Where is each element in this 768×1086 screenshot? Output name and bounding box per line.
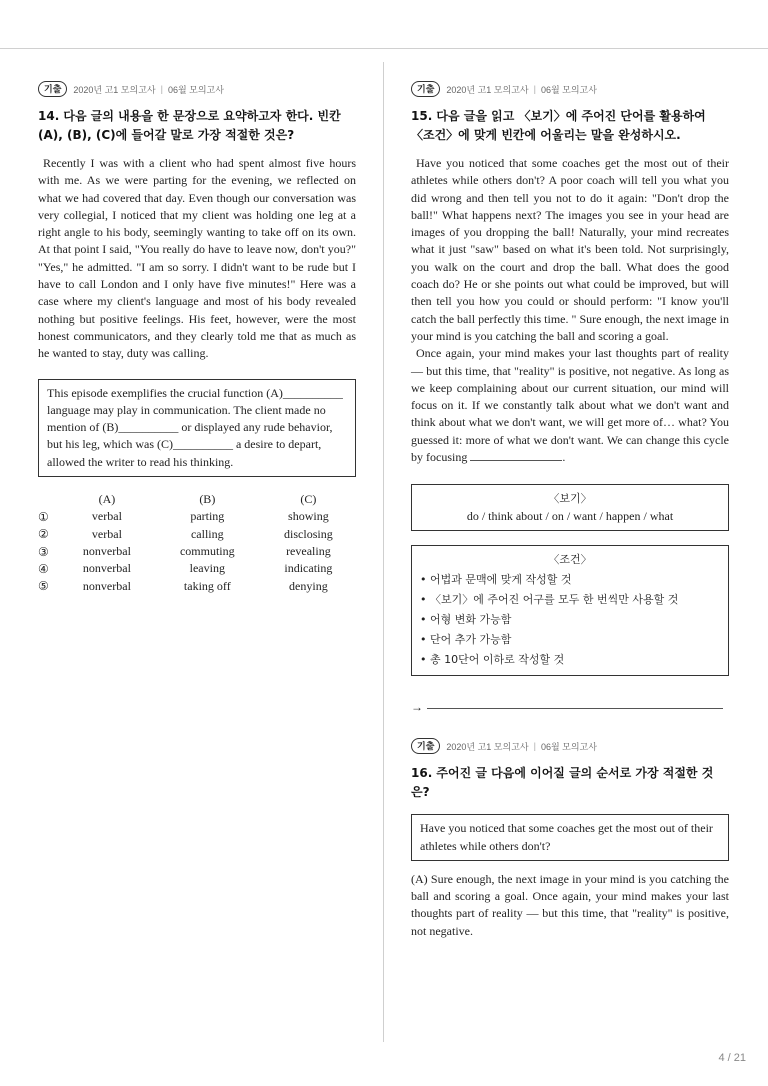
header-b: (B): [199, 492, 216, 507]
option-a: verbal: [91, 526, 122, 541]
summary-box: This episode exemplifies the crucial function (A)__________ language may play in communication. The client made no mention of (B)__________ or displayed any rude behavior, but his leg, which was (C)__________ a desire to depart, allowed the writer to read his thinking.: [38, 379, 356, 477]
source-separator: |: [533, 741, 536, 752]
jogeon-item: • 총 10단어 이하로 작성할 것: [420, 650, 720, 670]
option-a: nonverbal: [82, 544, 131, 559]
source-month: 06월 모의고사: [540, 741, 597, 752]
column-divider: [383, 62, 384, 1042]
option-c: showing: [288, 509, 329, 524]
passage-paragraph-2: [411, 345, 729, 466]
option-c: revealing: [286, 544, 331, 559]
option-b: calling: [190, 526, 224, 541]
header-c: (C): [300, 492, 317, 507]
given-text-box: Have you noticed that some coaches get the most out of their athletes while others don't?: [411, 814, 729, 861]
question-16-title: 16. 주어진 글 다음에 이어질 글의 순서로 가장 적절한 것은?: [411, 766, 714, 800]
option-a: nonverbal: [82, 561, 131, 576]
jogeon-box: [411, 545, 729, 676]
source-line: [411, 80, 729, 98]
question-14-title: 14. 다음 글의 내용을 한 문장으로 요약하고자 한다. 빈칸 (A), (B), (C)에 들어갈 말로 가장 적절한 것은?: [38, 109, 341, 142]
option-row[interactable]: [38, 508, 356, 525]
jogeon-list: [420, 570, 720, 670]
source-badge: 기출: [411, 81, 440, 97]
option-row[interactable]: [38, 543, 356, 560]
source-year: 2020년 고1 모의고사: [73, 84, 156, 95]
question-15-passage: [411, 155, 729, 466]
source-month: 06월 모의고사: [167, 84, 224, 95]
question-14-passage: [38, 155, 356, 363]
option-b: leaving: [189, 561, 225, 576]
source-line: [38, 80, 356, 98]
passage-paragraph-2-text: Once again, your mind makes your last thoughts part of reality — but this time, that "reality" is positive, not negative. As long as we keep complaining about our current situation, our mind will focus on it. If we constantly talk about what we don't want and think about what we don't want, we will get more of… what? You guessed it: more of what we don't want. We can change this cycle by focusing: [411, 346, 729, 465]
jogeon-item: • 어법과 문맥에 맞게 작성할 것: [420, 570, 720, 590]
option-number: ②: [38, 527, 49, 542]
source-badge: 기출: [411, 738, 440, 754]
question-15-title: 15. 다음 글을 읽고 〈보기〉에 주어진 단어를 활용하여 〈조건〉에 맞게 빈칸에 어울리는 말을 완성하시오.: [411, 109, 706, 142]
option-c: indicating: [284, 561, 333, 576]
jogeon-item: • 어형 변화 가능함: [420, 610, 720, 630]
source-month: 06월 모의고사: [540, 84, 597, 95]
header-rule: [0, 48, 768, 49]
option-c: disclosing: [284, 526, 333, 541]
bogi-words: do / think about / on / want / happen / what: [466, 508, 674, 523]
bogi-title: 〈보기〉: [548, 492, 592, 506]
option-c: denying: [289, 578, 328, 593]
passage-a: (A) Sure enough, the next image in your mind is you catching the ball and scoring a goal. Once again, your mind makes your last thoughts part of reality — but this time, that "reality" is positive, not negative.: [411, 871, 729, 938]
arrow-icon: →: [411, 700, 423, 715]
option-number: ④: [38, 561, 49, 576]
left-column: [38, 80, 356, 595]
passage-paragraph-1: Have you noticed that some coaches get the most out of their athletes while others don't? A poor coach will tell you what you did wrong and then tell you not to do it again: "Don't drop the ball!" What happens next? The images you see in your head are images of you dropping the ball! Naturally, your mind recreates what it just "saw" based on what it's been told. Not surprisingly, you walk on the court and drop the ball. What does the good coach do? He or she points out what could be improved, but will then tell you how you could or should perform: "I know you'll catch the ball perfectly this time. " Sure enough, the next image in your mind is you catching the ball and scoring a goal.: [411, 156, 729, 343]
passage-paragraph: Recently I was with a client who had spent almost five hours with me. As we were parting for the evening, we reflected on what we had covered that day. Even though our conversation was very collegial, I noticed that my client was holding one leg at a right angle to his body, seemingly wanting to take off on its own. At that point I said, "You really do have to leave now, don't you?" "Yes," he admitted. "I am so sorry. I didn't want to be rude but I have to call London and I only have five minutes!" Here was a case where my client's language and most of his body revealed nothing but positive feelings. His feet, however, were the most honest communicators, and they clearly told me that as much as he wanted to stay, duty was calling.: [38, 156, 356, 361]
right-column: [411, 80, 729, 940]
option-b: commuting: [179, 544, 235, 559]
option-a: verbal: [91, 509, 122, 524]
answer-blank: [470, 450, 562, 461]
jogeon-item: • 단어 추가 가능함: [420, 630, 720, 650]
source-line: [411, 737, 729, 755]
bogi-box: [411, 484, 729, 531]
option-number: ⑤: [38, 579, 49, 594]
answer-underline: [427, 707, 723, 709]
passage-end-period: .: [562, 450, 566, 465]
page-number: 4 / 21: [718, 1052, 746, 1064]
answer-line[interactable]: [411, 700, 729, 715]
option-row[interactable]: [38, 526, 356, 543]
question-16-passage-a: [411, 871, 729, 940]
source-year: 2020년 고1 모의고사: [446, 741, 529, 752]
source-badge: 기출: [38, 81, 67, 97]
question-16-block: [411, 737, 729, 940]
options-header-row: [38, 491, 356, 508]
header-a: (A): [98, 492, 116, 507]
jogeon-item: • 〈보기〉에 주어진 어구를 모두 한 번씩만 사용할 것: [420, 590, 720, 610]
option-a: nonverbal: [82, 578, 131, 593]
option-b: parting: [190, 509, 225, 524]
option-number: ③: [38, 544, 49, 559]
jogeon-title: 〈조건〉: [548, 552, 592, 566]
option-row[interactable]: [38, 578, 356, 595]
source-year: 2020년 고1 모의고사: [446, 84, 529, 95]
option-b: taking off: [183, 578, 231, 593]
answer-options: [38, 491, 356, 595]
source-separator: |: [160, 84, 163, 94]
option-row[interactable]: [38, 560, 356, 577]
source-separator: |: [533, 84, 536, 94]
option-number: ①: [38, 509, 49, 524]
